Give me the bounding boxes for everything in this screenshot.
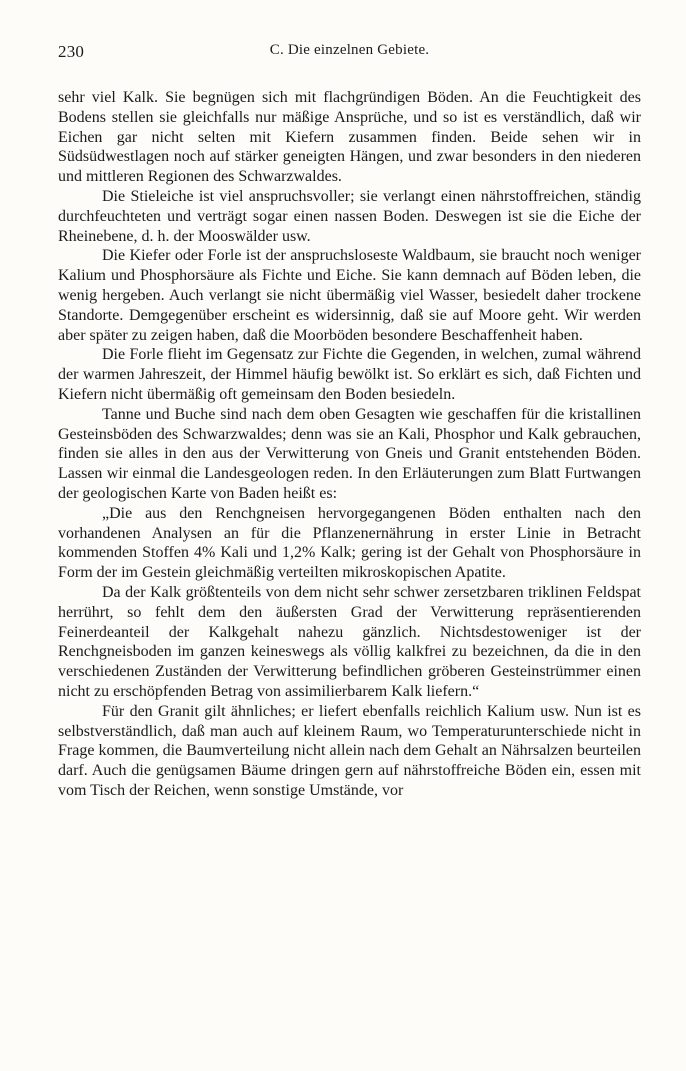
quote-paragraph: „Die aus den Renchgneisen hervorgegangenen Böden enthalten nach den vorhandenen Analysen an für die Pflanzenernährung in erster Linie in Betracht kommenden Stoffen 4% Kali und 1,2% Kalk; gering ist der Gehalt von Phosphorsäure in Form der im Gestein gleichmäßig verteilten mikroskopischen Apatite.: [58, 504, 641, 582]
paragraph: Für den Granit gilt ähnliches; er liefert ebenfalls reichlich Kalium usw. Nun ist es selbstverständlich, daß man auch auf kleinem Raum, wo Temperaturunterschiede nicht in Frage kommen, die Baumverteilung nicht allein nach dem Gehalt an Nährsalzen beurteilen darf. Auch die genügsamen Bäume dringen gern auf nährstoffreiche Böden ein, essen mit vom Tisch der Reichen, wenn sonstige Umstände, vor: [58, 702, 641, 799]
paragraph: Tanne und Buche sind nach dem oben Gesagten wie geschaffen für die kristallinen Gesteinsböden des Schwarzwaldes; denn was sie an Kali, Phosphor und Kalk gebrauchen, finden sie alles in den aus der Verwitterung von Gneis und Granit entstehenden Böden. Lassen wir einmal die Landesgeologen reden. In den Erläuterungen zum Blatt Furtwangen der geologischen Karte von Baden heißt es:: [58, 405, 641, 502]
paragraph: sehr viel Kalk. Sie begnügen sich mit flachgründigen Böden. An die Feuchtigkeit des Bodens stellen sie gleichfalls nur mäßige Ansprüche, und so ist es verständlich, daß wir Eichen gar nicht selten mit Kiefern zusammen finden. Beide sehen wir in Südsüdwestlagen noch auf stärker geneigten Hängen, und zwar besonders in den niederen und mittleren Regionen des Schwarzwaldes.: [58, 89, 641, 186]
body-text: [58, 88, 641, 801]
paragraph: Die Kiefer oder Forle ist der anspruchsloseste Waldbaum, sie braucht noch weniger Kalium und Phosphorsäure als Fichte und Eiche. Sie kann demnach auf Böden leben, die wenig hergeben. Auch verlangt sie nicht übermäßig viel Wasser, besiedelt daher trockene Standorte. Demgegenüber erscheint es widersinnig, daß sie auf Moore geht. Wir werden aber später zu zeigen haben, daß die Moorböden besondere Beschaffenheit haben.: [58, 247, 641, 344]
running-head: C. Die einzelnen Gebiete.: [269, 42, 430, 58]
paragraph: Die Stieleiche ist viel anspruchsvoller; sie verlangt einen nährstoffreichen, ständig durchfeuchteten und verträgt sogar einen nassen Boden. Deswegen ist sie die Eiche der Rheinebene, d. h. der Mooswälder usw.: [58, 187, 641, 245]
quote-paragraph: Da der Kalk größtenteils von dem nicht sehr schwer zersetzbaren triklinen Feldspat herrührt, so fehlt dem den äußersten Grad der Verwitterung repräsentierenden Feinerdeanteil der Kalkgehalt nahezu gänzlich. Nichtsdestoweniger ist der Renchgneisboden im ganzen keineswegs als völlig kalkfrei zu bezeichnen, da die in den verschiedenen Zuständen der Verwitterung befindlichen gröberen Gesteinstrümmer einen nicht zu erschöpfenden Betrag von assimilierbarem Kalk liefern.“: [58, 583, 641, 700]
paragraph: Die Forle flieht im Gegensatz zur Fichte die Gegenden, in welchen, zumal während der warmen Jahreszeit, der Himmel häufig bewölkt ist. So erklärt es sich, daß Fichten und Kiefern nicht übermäßig oft gemeinsam den Boden besiedeln.: [58, 346, 641, 403]
page-number: 230: [58, 42, 85, 61]
page-header: [58, 42, 641, 66]
